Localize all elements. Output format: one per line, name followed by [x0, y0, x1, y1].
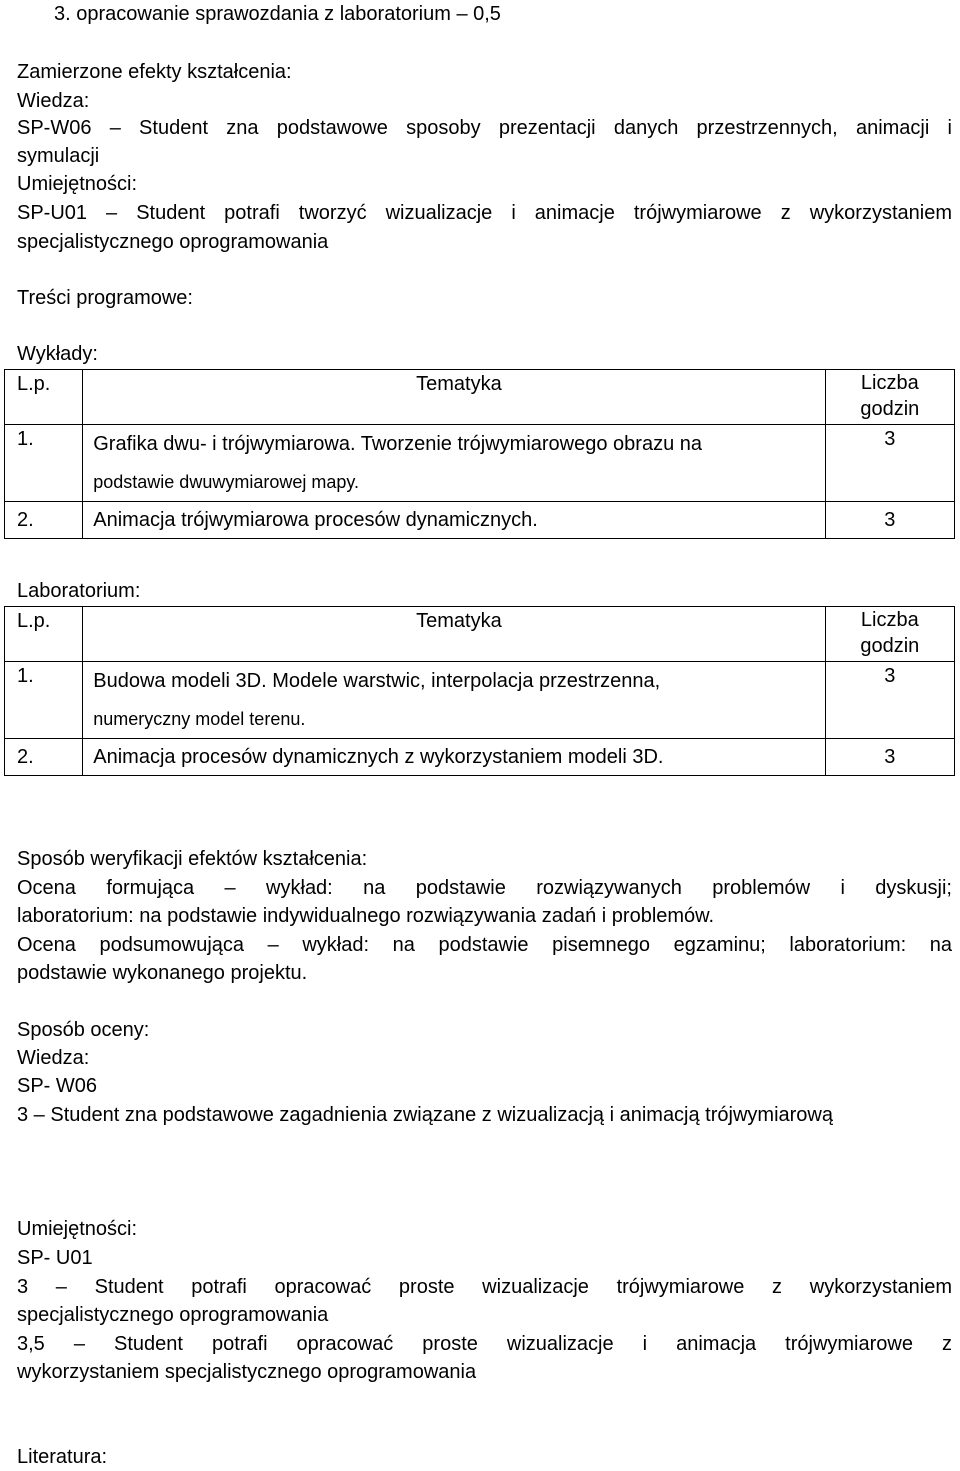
grading-knowledge-label: Wiedza:: [17, 1047, 90, 1069]
report-item: 3. opracowanie sprawozdania z laboratorium – 0,5: [54, 3, 501, 25]
knowledge-label: Wiedza:: [17, 90, 90, 112]
grading-skills-grade-3-line2: specjalistycznego oprogramowania: [17, 1304, 329, 1326]
formative-line1: Ocena formująca – wykład: na podstawie rozwiązywanych problemów i dyskusji;: [17, 877, 952, 899]
col-hours-header-line1: Liczba: [860, 372, 919, 394]
table-row: [5, 425, 955, 502]
lectures-title: Wykłady:: [17, 343, 98, 365]
row-number: 1.: [5, 662, 83, 739]
effects-title: Zamierzone efekty kształcenia:: [17, 61, 292, 83]
row-topic-line1: Grafika dwu- i trójwymiarowa. Tworzenie trójwymiarowego obrazu na: [93, 433, 702, 455]
formative-line2: laboratorium: na podstawie indywidualnego rozwiązywania zadań i problemów.: [17, 905, 715, 927]
summative-line1: Ocena podsumowująca – wykład: na podstawie pisemnego egzaminu; laboratorium: na: [17, 934, 952, 956]
grading-skills-grade-3-line1: 3 – Student potrafi opracować proste wizualizacje trójwymiarowe z wykorzystaniem: [17, 1276, 952, 1298]
lectures-table: [4, 369, 955, 539]
row-hours: 3: [825, 739, 954, 776]
table-row: [5, 739, 955, 776]
col-hours-header-line2: godzin: [860, 398, 920, 420]
labs-header-row: [5, 607, 955, 662]
row-hours: 3: [825, 502, 954, 539]
skills-effect-line2: specjalistycznego oprogramowania: [17, 231, 329, 253]
lectures-header-row: [5, 370, 955, 425]
col-topic-header: Tematyka: [83, 607, 825, 662]
row-topic-line2: numeryczny model terenu.: [93, 709, 306, 729]
col-topic-header: Tematyka: [83, 370, 825, 425]
knowledge-effect-line1: SP-W06 – Student zna podstawowe sposoby prezentacji danych przestrzennych, animacji i: [17, 117, 952, 139]
contents-title: Treści programowe:: [17, 287, 193, 309]
labs-table: [4, 606, 955, 776]
row-topic-line2: podstawie dwuwymiarowej mapy.: [93, 472, 360, 492]
row-topic-line1: Budowa modeli 3D. Modele warstwic, interpolacja przestrzenna,: [93, 670, 661, 692]
grading-knowledge-code: SP- W06: [17, 1075, 98, 1097]
labs-title: Laboratorium:: [17, 580, 141, 602]
row-number: 1.: [5, 425, 83, 502]
col-hours-header: [825, 607, 954, 662]
literature-title: Literatura:: [17, 1446, 108, 1468]
grading-title: Sposób oceny:: [17, 1019, 150, 1041]
row-topic: Animacja trójwymiarowa procesów dynamicznych.: [83, 502, 825, 539]
col-hours-header-line2: godzin: [860, 635, 920, 657]
skills-effect-line1: SP-U01 – Student potrafi tworzyć wizualizacje i animacje trójwymiarowe z wykorzystaniem: [17, 202, 952, 224]
knowledge-effect-line2: symulacji: [17, 145, 100, 167]
verification-title: Sposób weryfikacji efektów kształcenia:: [17, 848, 368, 870]
table-row: [5, 662, 955, 739]
row-hours: 3: [825, 425, 954, 502]
col-hours-header-line1: Liczba: [860, 609, 919, 631]
grading-knowledge-grade-3: 3 – Student zna podstawowe zagadnienia związane z wizualizacją i animacją trójwymiarową: [17, 1104, 833, 1126]
grading-skills-grade-35-line1: 3,5 – Student potrafi opracować proste wizualizacje i animacja trójwymiarowe z: [17, 1333, 952, 1355]
row-topic: [83, 425, 825, 502]
grading-skills-code: SP- U01: [17, 1247, 93, 1269]
row-topic: [83, 662, 825, 739]
row-number: 2.: [5, 739, 83, 776]
row-topic: Animacja procesów dynamicznych z wykorzystaniem modeli 3D.: [83, 739, 825, 776]
summative-line2: podstawie wykonanego projektu.: [17, 962, 308, 984]
grading-skills-grade-35-line2: wykorzystaniem specjalistycznego oprogramowania: [17, 1361, 477, 1383]
table-row: [5, 502, 955, 539]
row-number: 2.: [5, 502, 83, 539]
grading-skills-label: Umiejętności:: [17, 1218, 138, 1240]
col-lp-header: L.p.: [5, 370, 83, 425]
skills-label: Umiejętności:: [17, 173, 138, 195]
row-hours: 3: [825, 662, 954, 739]
col-hours-header: [825, 370, 954, 425]
col-lp-header: L.p.: [5, 607, 83, 662]
